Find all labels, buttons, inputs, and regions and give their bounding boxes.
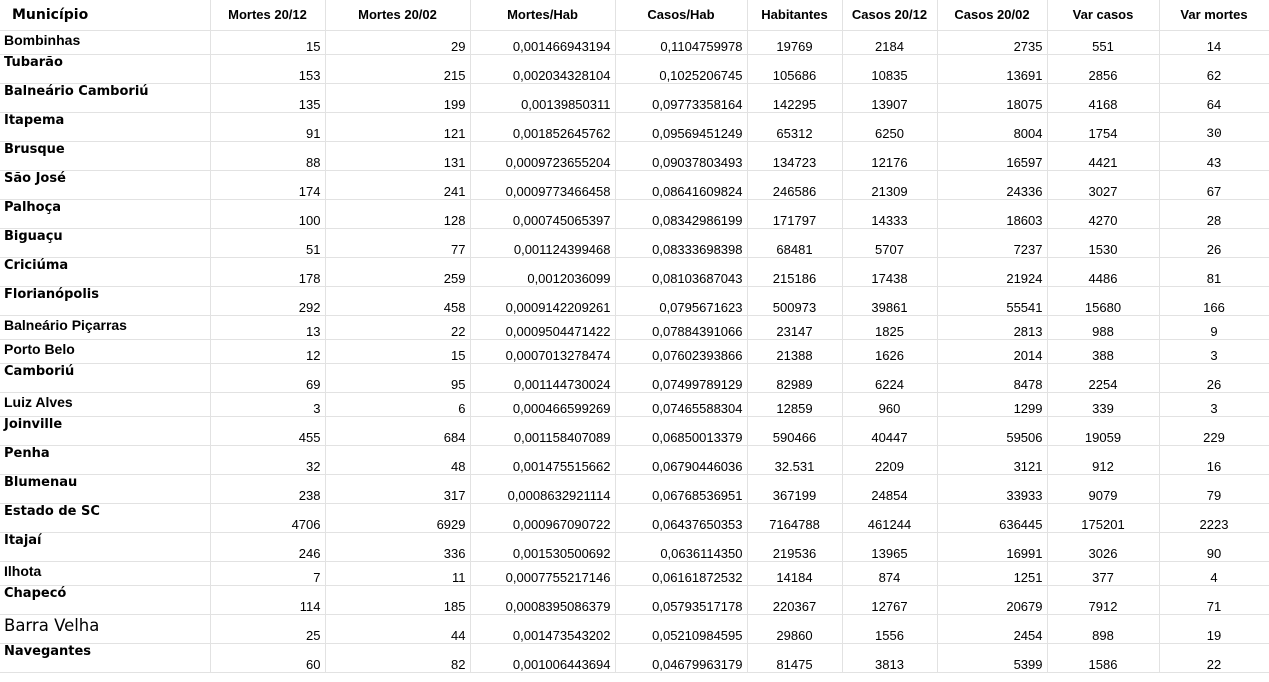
cell-casos-2012[interactable]: 24854: [842, 474, 937, 503]
cell-casos-2002[interactable]: 1299: [937, 392, 1047, 416]
cell-casos-hab[interactable]: 0,09569451249: [615, 112, 747, 141]
cell-var-mortes[interactable]: 67: [1159, 170, 1269, 199]
cell-casos-2012[interactable]: 461244: [842, 503, 937, 532]
cell-municipio[interactable]: Itajaí: [0, 532, 210, 561]
cell-mortes-2012[interactable]: 153: [210, 54, 325, 83]
cell-mortes-2002[interactable]: 215: [325, 54, 470, 83]
cell-var-casos[interactable]: 15680: [1047, 286, 1159, 315]
cell-casos-hab[interactable]: 0,06790446036: [615, 445, 747, 474]
header-cell-casos-hab[interactable]: Casos/Hab: [615, 0, 747, 30]
cell-mortes-2002[interactable]: 317: [325, 474, 470, 503]
cell-casos-hab[interactable]: 0,06850013379: [615, 416, 747, 445]
cell-var-mortes[interactable]: 30: [1159, 112, 1269, 141]
cell-mortes-hab[interactable]: 0,0009142209261: [470, 286, 615, 315]
cell-casos-hab[interactable]: 0,0636114350: [615, 532, 747, 561]
cell-mortes-2012[interactable]: 60: [210, 643, 325, 672]
cell-mortes-2012[interactable]: 15: [210, 30, 325, 54]
cell-casos-2002[interactable]: 55541: [937, 286, 1047, 315]
cell-casos-hab[interactable]: 0,07465588304: [615, 392, 747, 416]
cell-casos-2002[interactable]: 24336: [937, 170, 1047, 199]
cell-mortes-hab[interactable]: 0,001475515662: [470, 445, 615, 474]
cell-mortes-2012[interactable]: 91: [210, 112, 325, 141]
cell-casos-2012[interactable]: 3813: [842, 643, 937, 672]
header-cell-var-mortes[interactable]: Var mortes: [1159, 0, 1269, 30]
cell-var-casos[interactable]: 9079: [1047, 474, 1159, 503]
cell-mortes-2002[interactable]: 48: [325, 445, 470, 474]
cell-var-casos[interactable]: 388: [1047, 339, 1159, 363]
cell-var-mortes[interactable]: 19: [1159, 614, 1269, 643]
cell-habitantes[interactable]: 215186: [747, 257, 842, 286]
cell-casos-2002[interactable]: 7237: [937, 228, 1047, 257]
cell-casos-2002[interactable]: 20679: [937, 585, 1047, 614]
cell-casos-hab[interactable]: 0,09773358164: [615, 83, 747, 112]
cell-mortes-hab[interactable]: 0,00139850311: [470, 83, 615, 112]
cell-habitantes[interactable]: 219536: [747, 532, 842, 561]
cell-municipio[interactable]: Balneário Camboriú: [0, 83, 210, 112]
cell-mortes-2012[interactable]: 13: [210, 315, 325, 339]
header-cell-casos-2002[interactable]: Casos 20/02: [937, 0, 1047, 30]
cell-habitantes[interactable]: 68481: [747, 228, 842, 257]
cell-casos-hab[interactable]: 0,08342986199: [615, 199, 747, 228]
cell-mortes-2002[interactable]: 199: [325, 83, 470, 112]
cell-casos-2002[interactable]: 5399: [937, 643, 1047, 672]
header-cell-mortes-2012[interactable]: Mortes 20/12: [210, 0, 325, 30]
cell-municipio[interactable]: Navegantes: [0, 643, 210, 672]
cell-habitantes[interactable]: 14184: [747, 561, 842, 585]
cell-var-casos[interactable]: 4270: [1047, 199, 1159, 228]
cell-mortes-2002[interactable]: 29: [325, 30, 470, 54]
cell-mortes-2002[interactable]: 185: [325, 585, 470, 614]
cell-casos-2012[interactable]: 2209: [842, 445, 937, 474]
cell-casos-hab[interactable]: 0,05210984595: [615, 614, 747, 643]
table-row: [0, 643, 1269, 672]
cell-casos-hab[interactable]: 0,08641609824: [615, 170, 747, 199]
cell-mortes-2012[interactable]: 12: [210, 339, 325, 363]
cell-casos-2012[interactable]: 39861: [842, 286, 937, 315]
cell-mortes-hab[interactable]: 0,0008395086379: [470, 585, 615, 614]
cell-mortes-2002[interactable]: 241: [325, 170, 470, 199]
cell-casos-hab[interactable]: 0,1104759978: [615, 30, 747, 54]
cell-casos-2012[interactable]: 10835: [842, 54, 937, 83]
cell-municipio[interactable]: São José: [0, 170, 210, 199]
cell-mortes-hab[interactable]: 0,000466599269: [470, 392, 615, 416]
cell-casos-2002[interactable]: 33933: [937, 474, 1047, 503]
table-row: [0, 445, 1269, 474]
cell-mortes-2002[interactable]: 95: [325, 363, 470, 392]
cell-casos-2012[interactable]: 1626: [842, 339, 937, 363]
table-row: [0, 503, 1269, 532]
cell-municipio[interactable]: Estado de SC: [0, 503, 210, 532]
cell-mortes-2012[interactable]: 51: [210, 228, 325, 257]
cell-mortes-2002[interactable]: 82: [325, 643, 470, 672]
cell-var-mortes[interactable]: 4: [1159, 561, 1269, 585]
cell-mortes-2002[interactable]: 22: [325, 315, 470, 339]
table-row: [0, 112, 1269, 141]
cell-casos-2012[interactable]: 1825: [842, 315, 937, 339]
cell-var-mortes[interactable]: 9: [1159, 315, 1269, 339]
cell-municipio[interactable]: Chapecó: [0, 585, 210, 614]
table-row: [0, 228, 1269, 257]
cell-casos-hab[interactable]: 0,0795671623: [615, 286, 747, 315]
cell-var-mortes[interactable]: 79: [1159, 474, 1269, 503]
cell-var-casos[interactable]: 1754: [1047, 112, 1159, 141]
cell-municipio[interactable]: Brusque: [0, 141, 210, 170]
cell-mortes-hab[interactable]: 0,0007013278474: [470, 339, 615, 363]
cell-casos-2002[interactable]: 18075: [937, 83, 1047, 112]
cell-habitantes[interactable]: 32.531: [747, 445, 842, 474]
cell-habitantes[interactable]: 21388: [747, 339, 842, 363]
cell-mortes-hab[interactable]: 0,001852645762: [470, 112, 615, 141]
cell-var-mortes[interactable]: 166: [1159, 286, 1269, 315]
cell-municipio[interactable]: Itapema: [0, 112, 210, 141]
cell-casos-2002[interactable]: 21924: [937, 257, 1047, 286]
cell-mortes-2012[interactable]: 100: [210, 199, 325, 228]
cell-mortes-2002[interactable]: 6: [325, 392, 470, 416]
cell-casos-hab[interactable]: 0,06437650353: [615, 503, 747, 532]
cell-mortes-2012[interactable]: 174: [210, 170, 325, 199]
cell-casos-2002[interactable]: 3121: [937, 445, 1047, 474]
cell-casos-hab[interactable]: 0,04679963179: [615, 643, 747, 672]
cell-mortes-2002[interactable]: 684: [325, 416, 470, 445]
cell-casos-2012[interactable]: 21309: [842, 170, 937, 199]
cell-mortes-hab[interactable]: 0,001530500692: [470, 532, 615, 561]
header-cell-mortes-hab[interactable]: Mortes/Hab: [470, 0, 615, 30]
cell-casos-hab[interactable]: 0,06768536951: [615, 474, 747, 503]
cell-casos-2012[interactable]: 12176: [842, 141, 937, 170]
cell-mortes-2012[interactable]: 178: [210, 257, 325, 286]
cell-var-mortes[interactable]: 90: [1159, 532, 1269, 561]
cell-var-casos[interactable]: 339: [1047, 392, 1159, 416]
cell-municipio[interactable]: Florianópolis: [0, 286, 210, 315]
cell-casos-hab[interactable]: 0,08333698398: [615, 228, 747, 257]
cell-municipio[interactable]: Joinville: [0, 416, 210, 445]
cell-casos-hab[interactable]: 0,07499789129: [615, 363, 747, 392]
cell-habitantes[interactable]: 142295: [747, 83, 842, 112]
cell-casos-2002[interactable]: 13691: [937, 54, 1047, 83]
cell-var-casos[interactable]: 3027: [1047, 170, 1159, 199]
table-row: [0, 561, 1269, 585]
cell-municipio[interactable]: Bombinhas: [0, 30, 210, 54]
table-row: [0, 141, 1269, 170]
cell-mortes-hab[interactable]: 0,0008632921114: [470, 474, 615, 503]
cell-var-mortes[interactable]: 26: [1159, 228, 1269, 257]
cell-casos-2012[interactable]: 6224: [842, 363, 937, 392]
cell-casos-2002[interactable]: 8478: [937, 363, 1047, 392]
cell-mortes-2002[interactable]: 336: [325, 532, 470, 561]
cell-var-casos[interactable]: 19059: [1047, 416, 1159, 445]
cell-casos-2002[interactable]: 18603: [937, 199, 1047, 228]
cell-mortes-2002[interactable]: 131: [325, 141, 470, 170]
cell-var-casos[interactable]: 377: [1047, 561, 1159, 585]
header-cell-casos-2012[interactable]: Casos 20/12: [842, 0, 937, 30]
cell-var-casos[interactable]: 3026: [1047, 532, 1159, 561]
cell-casos-2012[interactable]: 12767: [842, 585, 937, 614]
cell-var-mortes[interactable]: 229: [1159, 416, 1269, 445]
table-row: [0, 315, 1269, 339]
cell-var-mortes[interactable]: 81: [1159, 257, 1269, 286]
cell-habitantes[interactable]: 500973: [747, 286, 842, 315]
cell-mortes-2002[interactable]: 15: [325, 339, 470, 363]
cell-casos-2002[interactable]: 1251: [937, 561, 1047, 585]
cell-casos-2002[interactable]: 2813: [937, 315, 1047, 339]
cell-var-casos[interactable]: 988: [1047, 315, 1159, 339]
cell-habitantes[interactable]: 81475: [747, 643, 842, 672]
cell-mortes-hab[interactable]: 0,0009773466458: [470, 170, 615, 199]
cell-mortes-2012[interactable]: 4706: [210, 503, 325, 532]
cell-mortes-hab[interactable]: 0,001466943194: [470, 30, 615, 54]
cell-mortes-2012[interactable]: 25: [210, 614, 325, 643]
cell-mortes-hab[interactable]: 0,000967090722: [470, 503, 615, 532]
cell-casos-2002[interactable]: 59506: [937, 416, 1047, 445]
cell-habitantes[interactable]: 134723: [747, 141, 842, 170]
cell-casos-2012[interactable]: 5707: [842, 228, 937, 257]
cell-municipio[interactable]: Blumenau: [0, 474, 210, 503]
cell-mortes-2012[interactable]: 114: [210, 585, 325, 614]
cell-casos-2002[interactable]: 8004: [937, 112, 1047, 141]
cell-mortes-2002[interactable]: 121: [325, 112, 470, 141]
cell-var-mortes[interactable]: 3: [1159, 339, 1269, 363]
cell-mortes-2012[interactable]: 238: [210, 474, 325, 503]
cell-mortes-2012[interactable]: 246: [210, 532, 325, 561]
cell-mortes-2012[interactable]: 3: [210, 392, 325, 416]
cell-casos-hab[interactable]: 0,1025206745: [615, 54, 747, 83]
header-cell-var-casos[interactable]: Var casos: [1047, 0, 1159, 30]
cell-mortes-2002[interactable]: 44: [325, 614, 470, 643]
cell-var-casos[interactable]: 1586: [1047, 643, 1159, 672]
header-cell-mortes-2002[interactable]: Mortes 20/02: [325, 0, 470, 30]
cell-mortes-2002[interactable]: 458: [325, 286, 470, 315]
table-row: [0, 286, 1269, 315]
cell-habitantes[interactable]: 171797: [747, 199, 842, 228]
table-row: [0, 54, 1269, 83]
header-row: [0, 0, 1269, 30]
cell-habitantes[interactable]: 29860: [747, 614, 842, 643]
table-row: [0, 170, 1269, 199]
cell-mortes-2012[interactable]: 455: [210, 416, 325, 445]
cell-mortes-2002[interactable]: 6929: [325, 503, 470, 532]
cell-casos-2012[interactable]: 17438: [842, 257, 937, 286]
cell-var-casos[interactable]: 4486: [1047, 257, 1159, 286]
header-cell-municipio[interactable]: Município: [0, 0, 210, 30]
cell-var-casos[interactable]: 898: [1047, 614, 1159, 643]
cell-habitantes[interactable]: 367199: [747, 474, 842, 503]
table-row: [0, 30, 1269, 54]
cell-var-casos[interactable]: 4421: [1047, 141, 1159, 170]
cell-municipio[interactable]: Palhoça: [0, 199, 210, 228]
cell-var-casos[interactable]: 175201: [1047, 503, 1159, 532]
cell-mortes-2012[interactable]: 69: [210, 363, 325, 392]
cell-casos-hab[interactable]: 0,05793517178: [615, 585, 747, 614]
cell-mortes-hab[interactable]: 0,0012036099: [470, 257, 615, 286]
table-row: [0, 416, 1269, 445]
cell-casos-2002[interactable]: 16597: [937, 141, 1047, 170]
table-row: [0, 199, 1269, 228]
cell-var-mortes[interactable]: 43: [1159, 141, 1269, 170]
cell-municipio[interactable]: Barra Velha: [0, 614, 210, 643]
cell-var-mortes[interactable]: 16: [1159, 445, 1269, 474]
cell-casos-2012[interactable]: 960: [842, 392, 937, 416]
cell-habitantes[interactable]: 7164788: [747, 503, 842, 532]
cell-var-casos[interactable]: 7912: [1047, 585, 1159, 614]
cell-mortes-2012[interactable]: 292: [210, 286, 325, 315]
cell-municipio[interactable]: Porto Belo: [0, 339, 210, 363]
table-row: [0, 474, 1269, 503]
cell-mortes-2002[interactable]: 11: [325, 561, 470, 585]
cell-casos-2012[interactable]: 13965: [842, 532, 937, 561]
table-row: [0, 392, 1269, 416]
cell-casos-hab[interactable]: 0,06161872532: [615, 561, 747, 585]
table-row: [0, 532, 1269, 561]
cell-municipio[interactable]: Balneário Piçarras: [0, 315, 210, 339]
cell-casos-2002[interactable]: 16991: [937, 532, 1047, 561]
cell-habitantes[interactable]: 105686: [747, 54, 842, 83]
cell-var-mortes[interactable]: 14: [1159, 30, 1269, 54]
cell-mortes-hab[interactable]: 0,001473543202: [470, 614, 615, 643]
cell-habitantes[interactable]: 12859: [747, 392, 842, 416]
cell-casos-2012[interactable]: 6250: [842, 112, 937, 141]
cell-var-casos[interactable]: 912: [1047, 445, 1159, 474]
cell-municipio[interactable]: Ilhota: [0, 561, 210, 585]
cell-casos-hab[interactable]: 0,07602393866: [615, 339, 747, 363]
cell-casos-2012[interactable]: 2184: [842, 30, 937, 54]
cell-mortes-hab[interactable]: 0,000745065397: [470, 199, 615, 228]
cell-municipio[interactable]: Camboriú: [0, 363, 210, 392]
table-row: [0, 363, 1269, 392]
cell-mortes-hab[interactable]: 0,0009504471422: [470, 315, 615, 339]
cell-var-casos[interactable]: 2254: [1047, 363, 1159, 392]
cell-mortes-hab[interactable]: 0,0009723655204: [470, 141, 615, 170]
cell-habitantes[interactable]: 65312: [747, 112, 842, 141]
cell-mortes-hab[interactable]: 0,001144730024: [470, 363, 615, 392]
cell-mortes-hab[interactable]: 0,0007755217146: [470, 561, 615, 585]
cell-municipio[interactable]: Criciúma: [0, 257, 210, 286]
cell-casos-2012[interactable]: 13907: [842, 83, 937, 112]
cell-var-casos[interactable]: 2856: [1047, 54, 1159, 83]
cell-casos-2002[interactable]: 2735: [937, 30, 1047, 54]
cell-casos-2012[interactable]: 874: [842, 561, 937, 585]
cell-habitantes[interactable]: 246586: [747, 170, 842, 199]
cell-mortes-2002[interactable]: 259: [325, 257, 470, 286]
cell-municipio[interactable]: Luiz Alves: [0, 392, 210, 416]
cell-var-mortes[interactable]: 2223: [1159, 503, 1269, 532]
cell-municipio[interactable]: Tubarão: [0, 54, 210, 83]
table-row: [0, 614, 1269, 643]
table-row: [0, 339, 1269, 363]
cell-casos-2002[interactable]: 2454: [937, 614, 1047, 643]
table-row: [0, 257, 1269, 286]
cell-var-mortes[interactable]: 62: [1159, 54, 1269, 83]
cell-mortes-2012[interactable]: 135: [210, 83, 325, 112]
cell-habitantes[interactable]: 220367: [747, 585, 842, 614]
cell-var-mortes[interactable]: 71: [1159, 585, 1269, 614]
cell-habitantes[interactable]: 23147: [747, 315, 842, 339]
cell-municipio[interactable]: Biguaçu: [0, 228, 210, 257]
cell-casos-2002[interactable]: 636445: [937, 503, 1047, 532]
cell-casos-2012[interactable]: 40447: [842, 416, 937, 445]
cell-habitantes[interactable]: 19769: [747, 30, 842, 54]
table-row: [0, 83, 1269, 112]
cell-var-casos[interactable]: 1530: [1047, 228, 1159, 257]
cell-casos-hab[interactable]: 0,09037803493: [615, 141, 747, 170]
header-cell-habitantes[interactable]: Habitantes: [747, 0, 842, 30]
table-row: [0, 585, 1269, 614]
cell-municipio[interactable]: Penha: [0, 445, 210, 474]
cell-var-mortes[interactable]: 26: [1159, 363, 1269, 392]
cell-habitantes[interactable]: 82989: [747, 363, 842, 392]
cell-mortes-hab[interactable]: 0,001158407089: [470, 416, 615, 445]
cell-mortes-hab[interactable]: 0,001124399468: [470, 228, 615, 257]
cell-casos-hab[interactable]: 0,08103687043: [615, 257, 747, 286]
cell-var-mortes[interactable]: 3: [1159, 392, 1269, 416]
cell-var-mortes[interactable]: 64: [1159, 83, 1269, 112]
cell-mortes-2002[interactable]: 128: [325, 199, 470, 228]
cell-mortes-2012[interactable]: 88: [210, 141, 325, 170]
cell-var-casos[interactable]: 4168: [1047, 83, 1159, 112]
cell-casos-2002[interactable]: 2014: [937, 339, 1047, 363]
cell-var-casos[interactable]: 551: [1047, 30, 1159, 54]
cell-var-mortes[interactable]: 28: [1159, 199, 1269, 228]
cell-habitantes[interactable]: 590466: [747, 416, 842, 445]
cell-mortes-hab[interactable]: 0,001006443694: [470, 643, 615, 672]
cell-casos-hab[interactable]: 0,07884391066: [615, 315, 747, 339]
cell-var-mortes[interactable]: 22: [1159, 643, 1269, 672]
cell-casos-2012[interactable]: 1556: [842, 614, 937, 643]
cell-casos-2012[interactable]: 14333: [842, 199, 937, 228]
cell-mortes-2002[interactable]: 77: [325, 228, 470, 257]
cell-mortes-2012[interactable]: 32: [210, 445, 325, 474]
cell-mortes-hab[interactable]: 0,002034328104: [470, 54, 615, 83]
cell-mortes-2012[interactable]: 7: [210, 561, 325, 585]
